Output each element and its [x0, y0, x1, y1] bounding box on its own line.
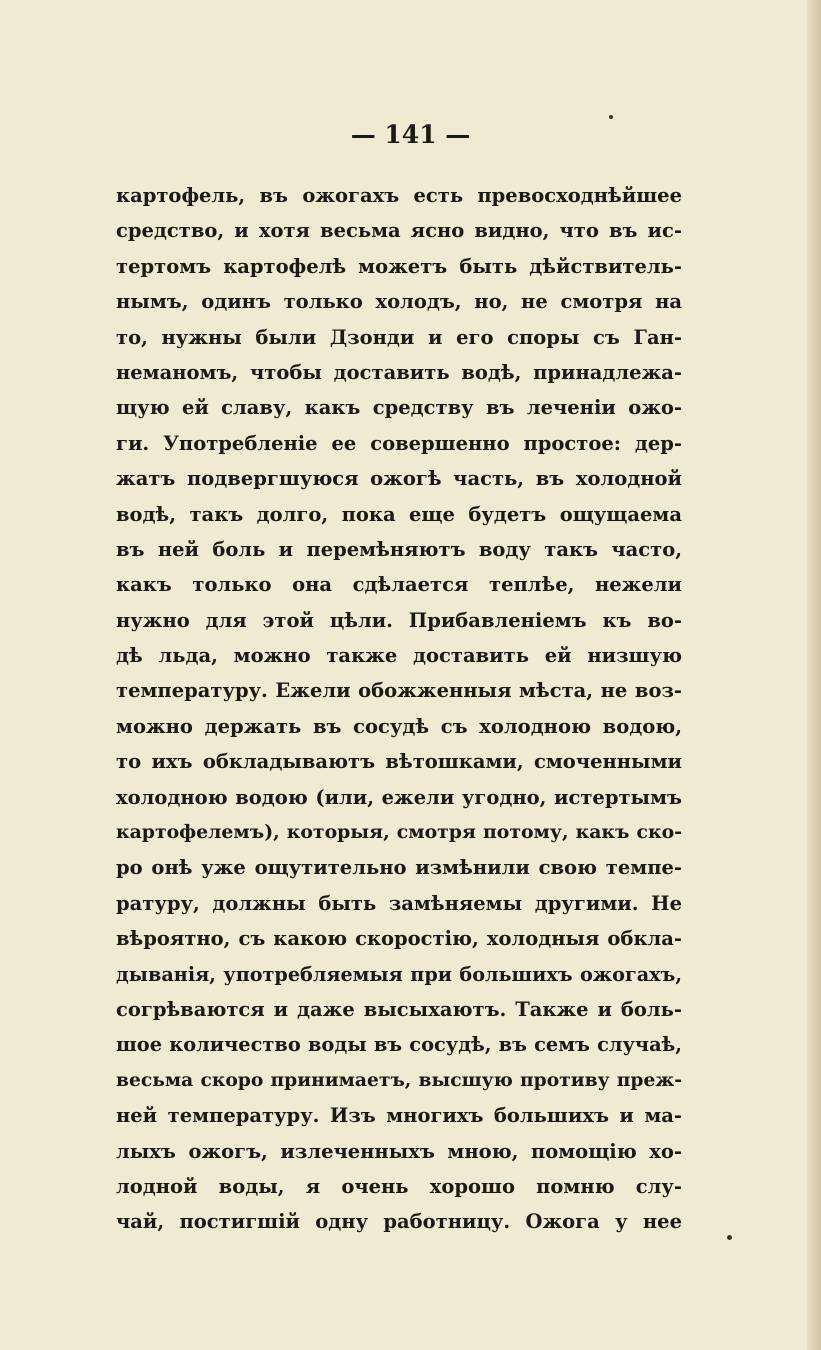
- text-line: водѣ, такъ долго, пока еще будетъ ощущаема: [116, 502, 682, 526]
- text-line: щую ей славу, какъ средству въ леченіи ожо-: [116, 396, 682, 420]
- text-line: жатъ подвергшуюся ожогѣ часть, въ холодной: [116, 467, 682, 491]
- text-line: лыхъ ожогъ, излеченныхъ мною, помощію хо-: [116, 1139, 682, 1163]
- text-line: картофелемъ), которыя, смотря потому, какъ ско-: [116, 821, 682, 844]
- text-line: ро онѣ уже ощутительно измѣнили свою темпе-: [116, 856, 682, 880]
- text-line: ней температуру. Изъ многихъ большихъ и ма-: [116, 1104, 682, 1128]
- text-line: можно держать въ сосудѣ съ холодною водою,: [116, 714, 682, 738]
- text-line: то ихъ обкладываютъ вѣтошками, смоченными: [116, 750, 682, 774]
- text-line: дѣ льда, можно также доставить ей низшую: [116, 644, 682, 668]
- text-line: весьма скоро принимаетъ, высшую противу преж-: [116, 1068, 682, 1091]
- page-spine-edge: [807, 0, 821, 1350]
- text-line: нымъ, одинъ только холодъ, но, не смотря на: [116, 290, 682, 314]
- text-line: чай, постигшій одну работницу. Ожога у нее: [116, 1210, 682, 1234]
- paper-speck: [609, 115, 613, 119]
- text-line: средство, и хотя весьма ясно видно, что въ ис-: [116, 219, 682, 243]
- text-line: въ ней боль и перемѣняютъ воду такъ часто,: [116, 537, 682, 561]
- text-line: неманомъ, чтобы доставить водѣ, принадлежа-: [116, 360, 682, 384]
- text-line: какъ только она сдѣлается теплѣе, нежели: [116, 573, 682, 597]
- text-line: температуру. Ежели обожженныя мѣста, не воз-: [116, 679, 682, 703]
- text-line: картофель, въ ожогахъ есть превосходнѣйшее: [116, 184, 682, 207]
- text-line: нужно для этой цѣли. Прибавленіемъ къ во-: [116, 608, 682, 632]
- page-number: — 141 —: [350, 120, 471, 149]
- text-line: лодной воды, я очень хорошо помню слу-: [116, 1174, 682, 1198]
- text-line: тертомъ картофелѣ можетъ быть дѣйствитель-: [116, 254, 682, 278]
- text-line: ратуру, должны быть замѣняемы другими. Не: [116, 891, 682, 915]
- text-line: согрѣваются и даже высыхаютъ. Также и боль-: [116, 997, 682, 1021]
- body-text: [116, 178, 682, 1240]
- text-line: шое количество воды въ сосудѣ, въ семъ случаѣ,: [116, 1033, 682, 1057]
- text-line: то, нужны были Дзонди и его споры съ Ган-: [116, 325, 682, 349]
- text-line: холодною водою (или, ежели угодно, истертымъ: [116, 785, 682, 809]
- text-line: ги. Употребленіе ее совершенно простое: дер-: [116, 431, 682, 455]
- text-line: вѣроятно, съ какою скоростію, холодныя обкла-: [116, 927, 682, 951]
- paper-speck: [727, 1235, 732, 1240]
- text-line: дыванія, употребляемыя при большихъ ожогахъ,: [116, 962, 682, 986]
